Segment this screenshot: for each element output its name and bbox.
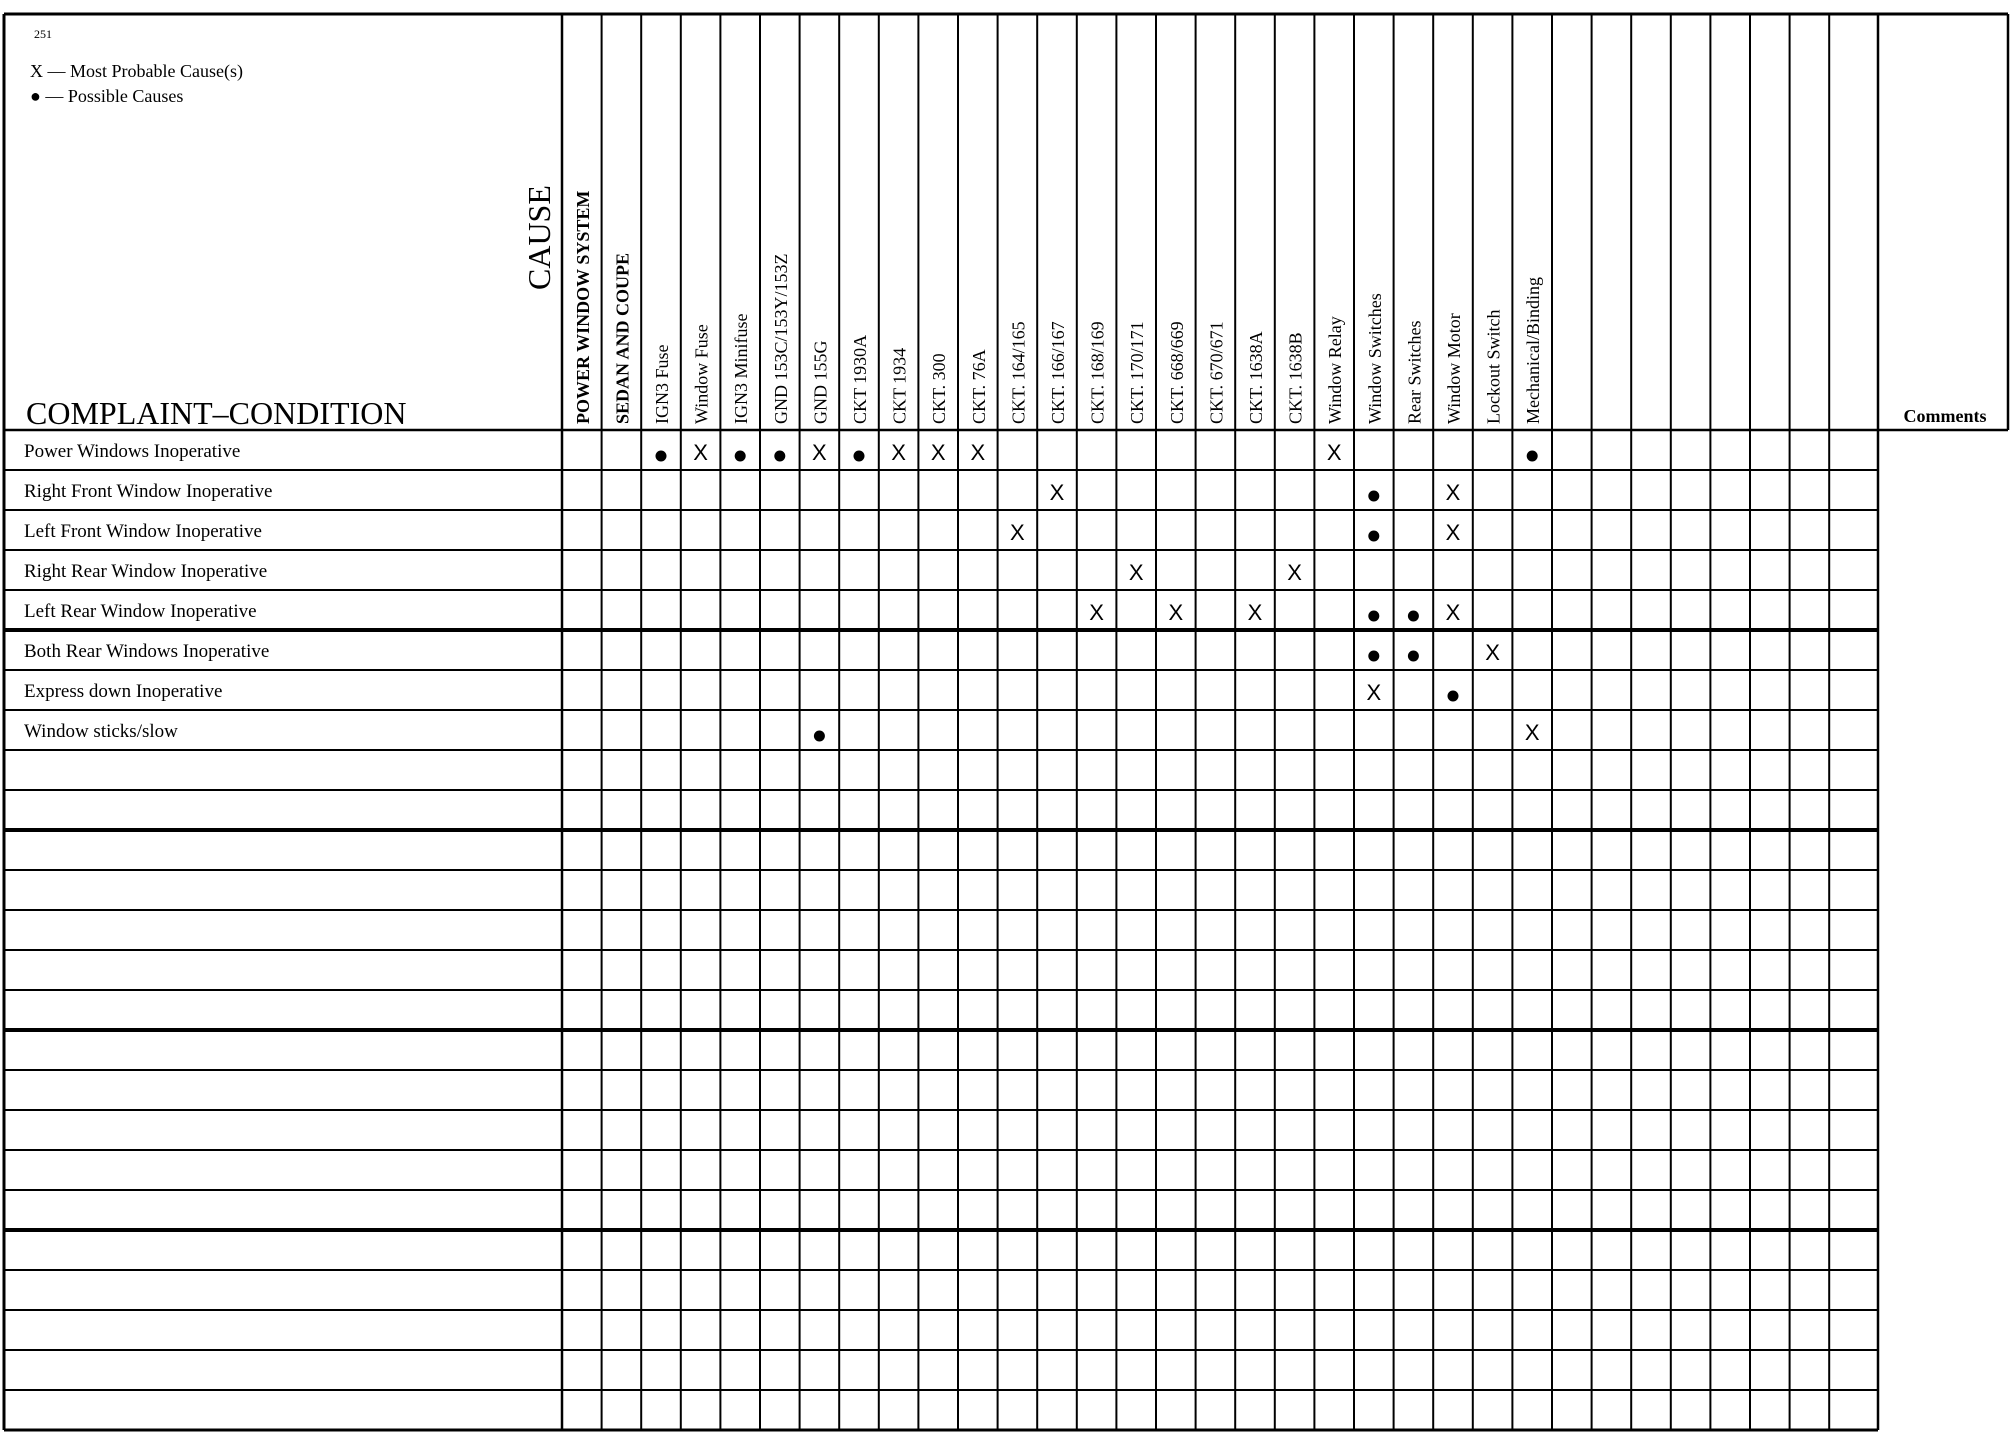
- complaint-row-labels: [24, 441, 273, 742]
- possible-cause-dot: [1368, 651, 1379, 662]
- column-label: Window Switches: [1364, 293, 1385, 424]
- most-probable-cause-x: X: [1445, 480, 1461, 505]
- cause-column-labels: [573, 191, 1543, 424]
- most-probable-cause-x: X: [1089, 600, 1104, 625]
- most-probable-cause-x: X: [930, 440, 946, 465]
- cause-marks: [656, 440, 1540, 745]
- possible-cause-dot: [1368, 491, 1379, 502]
- most-probable-cause-x: X: [693, 440, 708, 465]
- column-label: CKT. 1638B: [1285, 332, 1306, 424]
- column-label: CKT. 670/671: [1206, 321, 1227, 424]
- column-label: CKT. 170/171: [1127, 321, 1148, 424]
- legend-possible-causes: ● — Possible Causes: [30, 86, 184, 106]
- column-label: CKT 1930A: [850, 334, 870, 424]
- possible-cause-dot: [814, 731, 825, 742]
- most-probable-cause-x: X: [1247, 600, 1263, 625]
- most-probable-cause-x: X: [1128, 560, 1144, 585]
- possible-cause-dot: [656, 451, 667, 462]
- column-label: CKT. 1638A: [1246, 331, 1266, 424]
- column-label: GND 155G: [810, 340, 831, 424]
- complaint-row-label: Left Rear Window Inoperative: [24, 601, 257, 622]
- page-number: 251: [34, 27, 52, 41]
- most-probable-cause-x: X: [1168, 600, 1184, 625]
- possible-cause-dot: [1448, 691, 1459, 702]
- complaint-row-label: Window sticks/slow: [24, 721, 178, 742]
- most-probable-cause-x: X: [1445, 520, 1461, 545]
- comments-title: Comments: [1903, 406, 1987, 426]
- column-label: CKT. 300: [929, 353, 950, 424]
- complaint-row-label: Right Rear Window Inoperative: [24, 561, 268, 582]
- complaint-row-label: Power Windows Inoperative: [24, 441, 241, 462]
- complaint-row-label: Left Front Window Inoperative: [24, 521, 262, 542]
- legend-most-probable: X — Most Probable Cause(s): [30, 61, 243, 81]
- column-label: CKT 1934: [889, 347, 910, 424]
- most-probable-cause-x: X: [891, 440, 906, 465]
- complaint-row-label: Right Front Window Inoperative: [24, 481, 273, 502]
- cause-title: CAUSE: [521, 185, 557, 290]
- possible-cause-dot: [1368, 531, 1379, 542]
- chart-grid: [4, 14, 2008, 1430]
- most-probable-cause-x: X: [1287, 560, 1302, 585]
- column-label: POWER WINDOW SYSTEM: [572, 190, 593, 424]
- most-probable-cause-x: X: [1049, 480, 1065, 505]
- column-label: CKT. 76A: [968, 349, 989, 424]
- most-probable-cause-x: X: [1524, 720, 1540, 745]
- most-probable-cause-x: X: [1366, 680, 1382, 705]
- possible-cause-dot: [1408, 651, 1419, 662]
- possible-cause-dot: [854, 451, 865, 462]
- column-label: IGN3 Fuse: [652, 344, 672, 424]
- most-probable-cause-x: X: [970, 440, 986, 465]
- column-label: IGN3 Minifuse: [731, 313, 752, 424]
- column-label: CKT. 168/169: [1087, 321, 1108, 424]
- column-label: SEDAN AND COUPE: [612, 252, 633, 424]
- column-label: Mechanical/Binding: [1523, 277, 1544, 424]
- most-probable-cause-x: X: [1010, 520, 1025, 545]
- most-probable-cause-x: X: [1485, 640, 1500, 665]
- complaint-condition-title: COMPLAINT–CONDITION: [26, 395, 407, 431]
- most-probable-cause-x: X: [1445, 600, 1461, 625]
- possible-cause-dot: [735, 451, 746, 462]
- column-label: CKT. 166/167: [1048, 321, 1068, 424]
- complaint-row-label: Express down Inoperative: [24, 681, 223, 702]
- column-label: CKT. 668/669: [1166, 321, 1187, 424]
- column-label: GND 153C/153Y/153Z: [770, 253, 791, 424]
- possible-cause-dot: [1368, 611, 1379, 622]
- column-label: CKT. 164/165: [1008, 321, 1029, 424]
- possible-cause-dot: [774, 451, 785, 462]
- most-probable-cause-x: X: [1326, 440, 1342, 465]
- column-label: Window Relay: [1325, 316, 1346, 424]
- column-label: Window Motor: [1444, 313, 1464, 424]
- most-probable-cause-x: X: [812, 440, 827, 465]
- column-label: Window Fuse: [691, 324, 712, 424]
- column-label: Lockout Switch: [1483, 309, 1504, 424]
- column-label: Rear Switches: [1404, 320, 1425, 424]
- complaint-row-label: Both Rear Windows Inoperative: [24, 641, 270, 662]
- possible-cause-dot: [1527, 451, 1538, 462]
- possible-cause-dot: [1408, 611, 1419, 622]
